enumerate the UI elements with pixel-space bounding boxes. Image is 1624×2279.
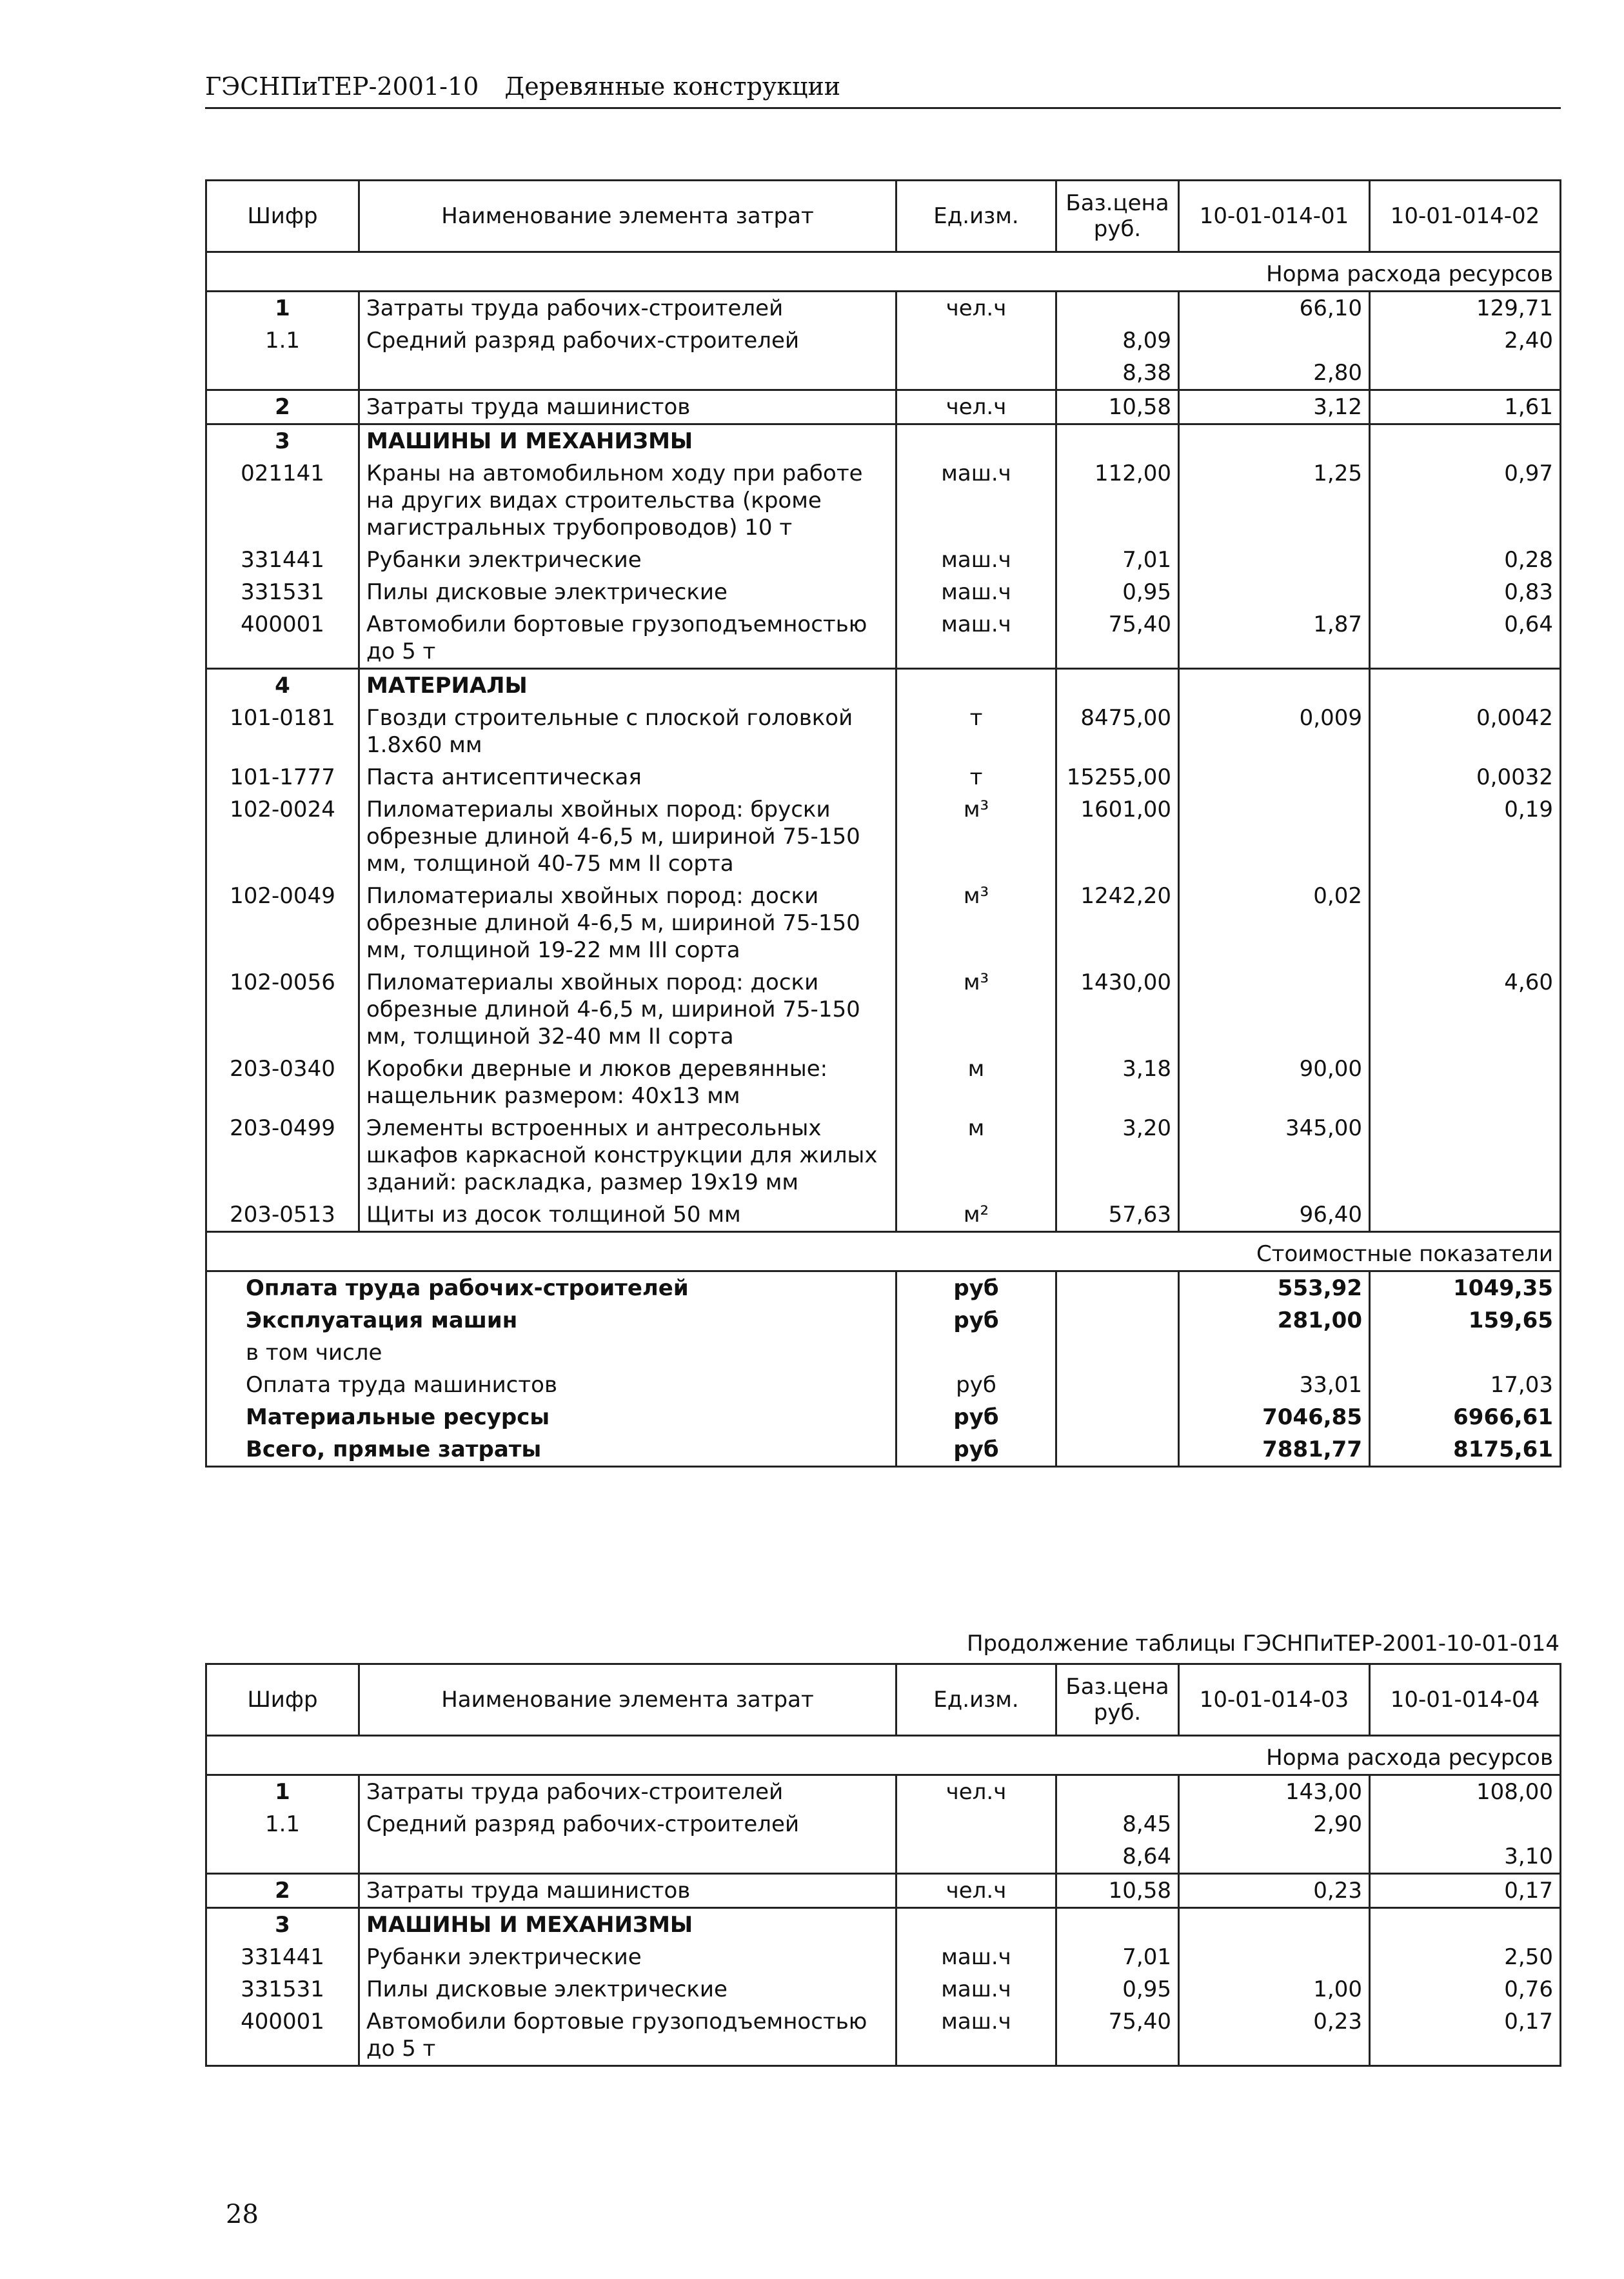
row-name: Затраты труда машинистов bbox=[359, 1874, 896, 1908]
row-value-1: 96,40 bbox=[1179, 1199, 1370, 1232]
col-header-unit: Ед.изм. bbox=[896, 181, 1056, 252]
row-name: Пилы дисковые электрические bbox=[359, 576, 896, 608]
row-value-2: 0,19 bbox=[1370, 793, 1561, 880]
summary-value-2: 1049,35 bbox=[1370, 1271, 1561, 1305]
table-row bbox=[206, 1973, 1561, 2005]
row-value-1: 3,12 bbox=[1179, 390, 1370, 424]
summary-price-empty bbox=[1056, 1271, 1179, 1305]
row-code: 102-0056 bbox=[206, 966, 359, 1053]
row-value-1: 90,00 bbox=[1179, 1053, 1370, 1112]
col-header-code: Шифр bbox=[206, 1664, 359, 1736]
summary-unit: руб bbox=[896, 1304, 1056, 1337]
table-row bbox=[206, 702, 1561, 761]
row-price: 112,00 bbox=[1056, 457, 1179, 544]
summary-value-1: 553,92 bbox=[1179, 1271, 1370, 1305]
row-name: Автомобили бортовые грузоподъемностью до 5 т bbox=[359, 2005, 896, 2066]
summary-value-2: 159,65 bbox=[1370, 1304, 1561, 1337]
row-code: 331531 bbox=[206, 1973, 359, 2005]
summary-row bbox=[206, 1304, 1561, 1337]
table-row bbox=[206, 1874, 1561, 1908]
row-value-1 bbox=[1179, 544, 1370, 576]
summary-row bbox=[206, 1433, 1561, 1467]
col-header-price: Баз.цена руб. bbox=[1056, 181, 1179, 252]
row-code: 400001 bbox=[206, 608, 359, 669]
row-unit: м³ bbox=[896, 966, 1056, 1053]
row-code: 203-0499 bbox=[206, 1112, 359, 1199]
summary-name: Оплата труда рабочих-строителей bbox=[206, 1271, 896, 1305]
col-header-norm-4: 10-01-014-04 bbox=[1370, 1664, 1561, 1736]
row-price: 15255,00 bbox=[1056, 761, 1179, 793]
summary-value-1 bbox=[1179, 1337, 1370, 1369]
row-value-2 bbox=[1370, 424, 1561, 458]
row-unit: маш.ч bbox=[896, 544, 1056, 576]
row-code: 101-1777 bbox=[206, 761, 359, 793]
row-price bbox=[1056, 669, 1179, 702]
summary-price-empty bbox=[1056, 1433, 1179, 1467]
row-value-2 bbox=[1370, 669, 1561, 702]
row-price: 0,95 bbox=[1056, 1973, 1179, 2005]
row-unit: м bbox=[896, 1053, 1056, 1112]
row-name: Автомобили бортовые грузоподъемностью до 5 т bbox=[359, 608, 896, 669]
row-value-2: 0,64 bbox=[1370, 608, 1561, 669]
row-code bbox=[206, 1840, 359, 1874]
col-header-name: Наименование элемента затрат bbox=[359, 1664, 896, 1736]
table-row bbox=[206, 390, 1561, 424]
band-norm bbox=[206, 252, 1561, 292]
summary-name: в том числе bbox=[206, 1337, 896, 1369]
row-unit bbox=[896, 324, 1056, 357]
row-price: 10,58 bbox=[1056, 390, 1179, 424]
row-unit: т bbox=[896, 702, 1056, 761]
col-header-price: Баз.цена руб. bbox=[1056, 1664, 1179, 1736]
table-row bbox=[206, 544, 1561, 576]
row-value-2: 0,17 bbox=[1370, 2005, 1561, 2066]
row-value-1: 1,00 bbox=[1179, 1973, 1370, 2005]
row-value-2: 0,17 bbox=[1370, 1874, 1561, 1908]
row-unit: т bbox=[896, 761, 1056, 793]
summary-unit: руб bbox=[896, 1433, 1056, 1467]
summary-name: Эксплуатация машин bbox=[206, 1304, 896, 1337]
row-value-1: 2,80 bbox=[1179, 357, 1370, 390]
table-row bbox=[206, 1941, 1561, 1973]
row-value-2 bbox=[1370, 1053, 1561, 1112]
row-value-1 bbox=[1179, 424, 1370, 458]
table-row bbox=[206, 1112, 1561, 1199]
row-code: 1 bbox=[206, 1775, 359, 1809]
row-unit: чел.ч bbox=[896, 390, 1056, 424]
row-price: 8,64 bbox=[1056, 1840, 1179, 1874]
summary-unit: руб bbox=[896, 1401, 1056, 1433]
continuation-caption: Продолжение таблицы ГЭСНПиТЕР-2001-10-01-014 bbox=[966, 1631, 1560, 1657]
table-header-row bbox=[206, 1664, 1561, 1736]
row-price: 7,01 bbox=[1056, 1941, 1179, 1973]
row-name: Затраты труда машинистов bbox=[359, 390, 896, 424]
table-row bbox=[206, 793, 1561, 880]
band-norm-label: Норма расхода ресурсов bbox=[206, 252, 1561, 292]
row-value-2: 0,83 bbox=[1370, 576, 1561, 608]
row-value-2: 2,40 bbox=[1370, 324, 1561, 357]
row-unit bbox=[896, 1840, 1056, 1874]
col-header-code: Шифр bbox=[206, 181, 359, 252]
row-price: 1601,00 bbox=[1056, 793, 1179, 880]
summary-value-2: 6966,61 bbox=[1370, 1401, 1561, 1433]
row-code: 331531 bbox=[206, 576, 359, 608]
row-code: 1.1 bbox=[206, 324, 359, 357]
row-code: 102-0049 bbox=[206, 880, 359, 966]
summary-value-1: 33,01 bbox=[1179, 1369, 1370, 1401]
row-name: Пиломатериалы хвойных пород: доски обрезные длиной 4-6,5 м, шириной 75-150 мм, толщиной 19-22 мм III сорта bbox=[359, 880, 896, 966]
row-price: 1242,20 bbox=[1056, 880, 1179, 966]
row-unit bbox=[896, 357, 1056, 390]
row-code: 331441 bbox=[206, 1941, 359, 1973]
row-value-2 bbox=[1370, 1808, 1561, 1840]
header-code: ГЭСНПиТЕР-2001-10 bbox=[205, 72, 479, 101]
band-cost bbox=[206, 1232, 1561, 1271]
row-code: 3 bbox=[206, 424, 359, 458]
row-price: 8,38 bbox=[1056, 357, 1179, 390]
row-name: Гвозди строительные с плоской головкой 1.8х60 мм bbox=[359, 702, 896, 761]
summary-name: Оплата труда машинистов bbox=[206, 1369, 896, 1401]
summary-value-2: 17,03 bbox=[1370, 1369, 1561, 1401]
row-name: Затраты труда рабочих-строителей bbox=[359, 292, 896, 325]
row-code: 2 bbox=[206, 1874, 359, 1908]
row-price: 10,58 bbox=[1056, 1874, 1179, 1908]
row-price: 57,63 bbox=[1056, 1199, 1179, 1232]
row-price: 7,01 bbox=[1056, 544, 1179, 576]
row-code bbox=[206, 357, 359, 390]
row-value-2 bbox=[1370, 880, 1561, 966]
table-row bbox=[206, 761, 1561, 793]
row-name: Пилы дисковые электрические bbox=[359, 1973, 896, 2005]
row-value-2 bbox=[1370, 357, 1561, 390]
summary-price-empty bbox=[1056, 1337, 1179, 1369]
row-name: МАШИНЫ И МЕХАНИЗМЫ bbox=[359, 1908, 896, 1942]
row-name: Элементы встроенных и антресольных шкафов каркасной конструкции для жилых зданий: раскладка, размер 19х19 мм bbox=[359, 1112, 896, 1199]
row-code: 400001 bbox=[206, 2005, 359, 2066]
table-row bbox=[206, 357, 1561, 390]
summary-value-2: 8175,61 bbox=[1370, 1433, 1561, 1467]
table-row bbox=[206, 324, 1561, 357]
row-name: Средний разряд рабочих-строителей bbox=[359, 1808, 896, 1840]
row-value-1 bbox=[1179, 793, 1370, 880]
row-value-2: 1,61 bbox=[1370, 390, 1561, 424]
summary-name: Материальные ресурсы bbox=[206, 1401, 896, 1433]
table-row bbox=[206, 966, 1561, 1053]
row-price bbox=[1056, 1775, 1179, 1809]
row-code: 203-0340 bbox=[206, 1053, 359, 1112]
row-name: Пиломатериалы хвойных пород: доски обрезные длиной 4-6,5 м, шириной 75-150 мм, толщиной 32-40 мм II сорта bbox=[359, 966, 896, 1053]
row-value-1: 2,90 bbox=[1179, 1808, 1370, 1840]
row-unit: маш.ч bbox=[896, 457, 1056, 544]
row-code: 102-0024 bbox=[206, 793, 359, 880]
row-unit: чел.ч bbox=[896, 292, 1056, 325]
row-price: 1430,00 bbox=[1056, 966, 1179, 1053]
row-value-2: 0,97 bbox=[1370, 457, 1561, 544]
row-price: 8,09 bbox=[1056, 324, 1179, 357]
summary-name: Всего, прямые затраты bbox=[206, 1433, 896, 1467]
row-value-2: 0,76 bbox=[1370, 1973, 1561, 2005]
table-row bbox=[206, 880, 1561, 966]
row-value-1: 0,009 bbox=[1179, 702, 1370, 761]
row-value-1 bbox=[1179, 1908, 1370, 1942]
row-value-1 bbox=[1179, 1941, 1370, 1973]
row-price: 8475,00 bbox=[1056, 702, 1179, 761]
table-row bbox=[206, 457, 1561, 544]
row-value-1 bbox=[1179, 669, 1370, 702]
summary-value-1: 7881,77 bbox=[1179, 1433, 1370, 1467]
row-name: Средний разряд рабочих-строителей bbox=[359, 324, 896, 357]
row-name: Рубанки электрические bbox=[359, 1941, 896, 1973]
table-row bbox=[206, 1840, 1561, 1874]
summary-price-empty bbox=[1056, 1304, 1179, 1337]
header-title: Деревянные конструкции bbox=[504, 72, 841, 101]
summary-value-1: 7046,85 bbox=[1179, 1401, 1370, 1433]
row-unit: маш.ч bbox=[896, 608, 1056, 669]
summary-row bbox=[206, 1401, 1561, 1433]
table-row bbox=[206, 669, 1561, 702]
table-row bbox=[206, 1908, 1561, 1942]
row-value-2: 0,0032 bbox=[1370, 761, 1561, 793]
row-value-1 bbox=[1179, 761, 1370, 793]
summary-row bbox=[206, 1337, 1561, 1369]
table-row bbox=[206, 1199, 1561, 1232]
table-row bbox=[206, 1775, 1561, 1809]
row-value-2: 0,28 bbox=[1370, 544, 1561, 576]
row-value-2: 0,0042 bbox=[1370, 702, 1561, 761]
col-header-name: Наименование элемента затрат bbox=[359, 181, 896, 252]
row-name: Затраты труда рабочих-строителей bbox=[359, 1775, 896, 1809]
row-code: 203-0513 bbox=[206, 1199, 359, 1232]
row-value-2: 2,50 bbox=[1370, 1941, 1561, 1973]
row-value-2: 4,60 bbox=[1370, 966, 1561, 1053]
band-cost-label: Стоимостные показатели bbox=[206, 1232, 1561, 1271]
row-name bbox=[359, 1840, 896, 1874]
row-code: 3 bbox=[206, 1908, 359, 1942]
summary-unit bbox=[896, 1337, 1056, 1369]
row-value-2: 129,71 bbox=[1370, 292, 1561, 325]
row-unit bbox=[896, 1808, 1056, 1840]
row-name: МАТЕРИАЛЫ bbox=[359, 669, 896, 702]
row-unit: маш.ч bbox=[896, 1941, 1056, 1973]
row-unit: маш.ч bbox=[896, 576, 1056, 608]
row-name bbox=[359, 357, 896, 390]
row-code: 021141 bbox=[206, 457, 359, 544]
col-header-unit: Ед.изм. bbox=[896, 1664, 1056, 1736]
resource-table-1 bbox=[205, 179, 1561, 1468]
resource-table-2 bbox=[205, 1663, 1561, 2067]
table-row bbox=[206, 608, 1561, 669]
row-value-1 bbox=[1179, 1840, 1370, 1874]
row-unit bbox=[896, 424, 1056, 458]
row-value-1: 66,10 bbox=[1179, 292, 1370, 325]
row-name: Краны на автомобильном ходу при работе на других видах строительства (кроме магистральных трубопроводов) 10 т bbox=[359, 457, 896, 544]
row-price: 8,45 bbox=[1056, 1808, 1179, 1840]
table-row bbox=[206, 576, 1561, 608]
row-unit: маш.ч bbox=[896, 2005, 1056, 2066]
col-header-norm-2: 10-01-014-02 bbox=[1370, 181, 1561, 252]
summary-price-empty bbox=[1056, 1369, 1179, 1401]
summary-unit: руб bbox=[896, 1369, 1056, 1401]
row-value-1: 0,23 bbox=[1179, 2005, 1370, 2066]
row-value-2 bbox=[1370, 1908, 1561, 1942]
col-header-norm-1: 10-01-014-01 bbox=[1179, 181, 1370, 252]
row-unit: м² bbox=[896, 1199, 1056, 1232]
table-row bbox=[206, 424, 1561, 458]
row-name: Щиты из досок толщиной 50 мм bbox=[359, 1199, 896, 1232]
row-value-1: 1,25 bbox=[1179, 457, 1370, 544]
row-code: 1 bbox=[206, 292, 359, 325]
row-unit: м³ bbox=[896, 880, 1056, 966]
row-unit: чел.ч bbox=[896, 1874, 1056, 1908]
summary-row bbox=[206, 1369, 1561, 1401]
summary-value-2 bbox=[1370, 1337, 1561, 1369]
row-name: Паста антисептическая bbox=[359, 761, 896, 793]
summary-value-1: 281,00 bbox=[1179, 1304, 1370, 1337]
row-code: 331441 bbox=[206, 544, 359, 576]
row-code: 101-0181 bbox=[206, 702, 359, 761]
row-value-1: 0,23 bbox=[1179, 1874, 1370, 1908]
row-value-1 bbox=[1179, 966, 1370, 1053]
band-norm bbox=[206, 1736, 1561, 1775]
summary-unit: руб bbox=[896, 1271, 1056, 1305]
row-value-2: 3,10 bbox=[1370, 1840, 1561, 1874]
summary-row bbox=[206, 1271, 1561, 1305]
row-price: 3,18 bbox=[1056, 1053, 1179, 1112]
row-value-1: 345,00 bbox=[1179, 1112, 1370, 1199]
row-price: 0,95 bbox=[1056, 576, 1179, 608]
row-value-2 bbox=[1370, 1199, 1561, 1232]
band-norm-label: Норма расхода ресурсов bbox=[206, 1736, 1561, 1775]
row-value-2: 108,00 bbox=[1370, 1775, 1561, 1809]
table-row bbox=[206, 1053, 1561, 1112]
row-code: 4 bbox=[206, 669, 359, 702]
row-unit bbox=[896, 669, 1056, 702]
row-value-1: 1,87 bbox=[1179, 608, 1370, 669]
row-price bbox=[1056, 1908, 1179, 1942]
row-price: 3,20 bbox=[1056, 1112, 1179, 1199]
row-unit: маш.ч bbox=[896, 1973, 1056, 2005]
row-price bbox=[1056, 424, 1179, 458]
row-value-1 bbox=[1179, 576, 1370, 608]
row-code: 1.1 bbox=[206, 1808, 359, 1840]
running-header bbox=[205, 72, 1561, 109]
row-value-2 bbox=[1370, 1112, 1561, 1199]
row-price: 75,40 bbox=[1056, 608, 1179, 669]
row-price bbox=[1056, 292, 1179, 325]
row-unit: чел.ч bbox=[896, 1775, 1056, 1809]
row-name: Коробки дверные и люков деревянные: нащельник размером: 40х13 мм bbox=[359, 1053, 896, 1112]
row-code: 2 bbox=[206, 390, 359, 424]
row-unit: м bbox=[896, 1112, 1056, 1199]
row-price: 75,40 bbox=[1056, 2005, 1179, 2066]
table-row bbox=[206, 2005, 1561, 2066]
page-number: 28 bbox=[226, 2200, 259, 2229]
table-header-row bbox=[206, 181, 1561, 252]
row-value-1: 0,02 bbox=[1179, 880, 1370, 966]
row-name: Пиломатериалы хвойных пород: бруски обрезные длиной 4-6,5 м, шириной 75-150 мм, толщиной 40-75 мм II сорта bbox=[359, 793, 896, 880]
row-name: МАШИНЫ И МЕХАНИЗМЫ bbox=[359, 424, 896, 458]
table-row bbox=[206, 1808, 1561, 1840]
row-value-1: 143,00 bbox=[1179, 1775, 1370, 1809]
row-unit bbox=[896, 1908, 1056, 1942]
table-row bbox=[206, 292, 1561, 325]
summary-price-empty bbox=[1056, 1401, 1179, 1433]
row-value-1 bbox=[1179, 324, 1370, 357]
row-unit: м³ bbox=[896, 793, 1056, 880]
row-name: Рубанки электрические bbox=[359, 544, 896, 576]
col-header-norm-3: 10-01-014-03 bbox=[1179, 1664, 1370, 1736]
